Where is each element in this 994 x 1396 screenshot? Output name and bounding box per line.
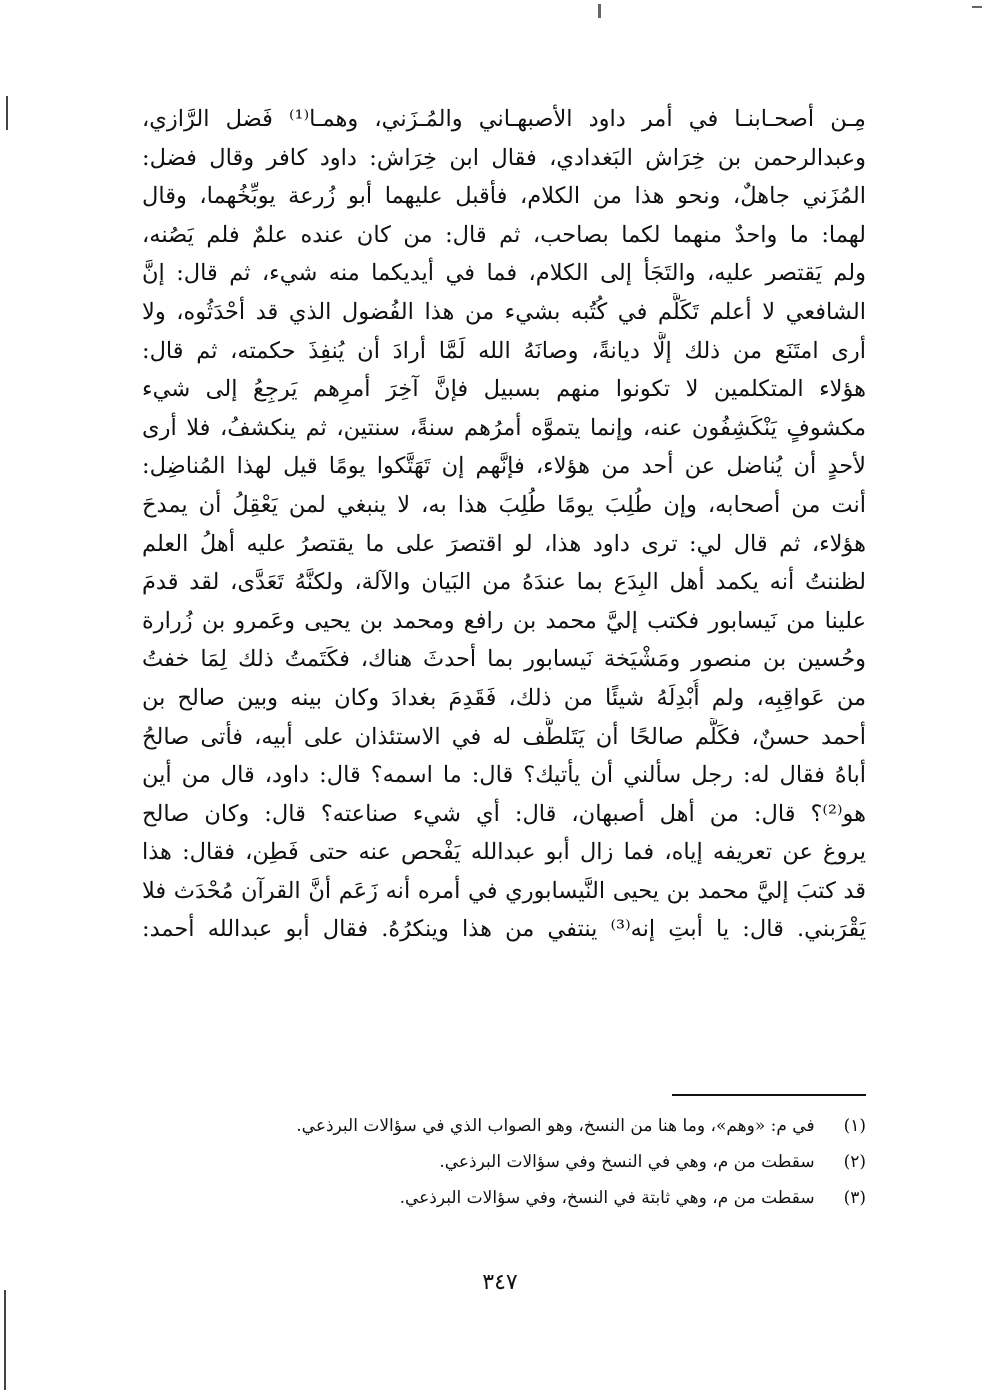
- text-line: هؤلاء المتكلمين لا تكونوا منهم بسبيل فإنَّ آخِرَ أمرِهم يَرجِعُ إلى شيء: [142, 376, 866, 403]
- text-line: هؤلاء، ثم قال لي: ترى داود هذا، لو اقتصرَ على ما يقتصرُ عليه أهلُ العلم: [142, 530, 866, 557]
- text-line: قد كتبَ إليَّ محمد بن يحيى النَّيسابوري في أمره أنه زَعَم أنَّ القرآن مُحْدَث فلا: [142, 877, 866, 904]
- text-line: مكشوفٍ يَنْكَشِفُون عنه، وإنما يتموَّه أمرُهم سنةً، سنتين، ثم ينكشفُ، فلا أرى: [142, 414, 866, 441]
- text-line: لهما: ما واحدٌ منهما لكما بصاحب، ثم قال: من كان عنده علمٌ فلم يَصُنه،: [142, 221, 866, 248]
- footnotes: [200, 1108, 866, 1216]
- text-line: ولم يَقتصر عليه، والتَجَأ إلى الكلام، فما في أيديكما منه شيء، ثم قال: إنَّ: [142, 260, 866, 287]
- text-line: وحُسين بن منصور ومَشْيَخة نَيسابور بما أحدثَ هناك، فكَتَمتُ ذلك لِمَا خفتُ: [142, 646, 866, 673]
- text-line: المُزَني جاهلٌ، ونحو هذا من الكلام، فأقبل عليهما أبو زُرعة يوبِّخُهما، وقال: [142, 183, 866, 210]
- text-line: أنت من أصحابه، وإن طُلِبَ يومًا طُلِبَ هذا به، لا ينبغي لمن يَعْقِلُ أن يمدحَ: [142, 491, 866, 518]
- text-line: أرى امتَنَع من ذلك إلَّا ديانةً، وصانَهُ الله لَمَّا أرادَ أن يُنفِذَ حكمته، ثم قال:: [142, 337, 866, 364]
- footnote-separator: [672, 1094, 866, 1096]
- footnote-number: (٣): [843, 1188, 866, 1208]
- footnote-text: في م: «وهم»، وما هنا من النسخ، وهو الصواب الذي في سؤالات البرذعي.: [296, 1116, 815, 1136]
- scan-edge-mark: [598, 4, 601, 18]
- scan-edge-mark: [4, 1290, 6, 1390]
- footnote: [200, 1144, 866, 1180]
- text-line: الشافعي لا أعلم تَكَلَّم في كُتُبه بشيء من هذا الفُضول الذي قد أحْدَثُوه، ولا: [142, 298, 866, 325]
- text-line: علينا من نَيسابور فكتب إليَّ محمد بن رافع ومحمد بن يحيى وعَمرو بن زُرارة: [142, 607, 866, 634]
- text-line: مِـن أصحـابنـا في أمر داود الأصبهـاني والمُـزَني، وهمـا⁽¹⁾ فَضل الرَّازي،: [142, 106, 866, 132]
- footnote-text: سقطت من م، وهي في النسخ وفي سؤالات البرذعي.: [439, 1152, 815, 1172]
- footnote-number: (١): [843, 1116, 866, 1136]
- footnote: [200, 1108, 866, 1144]
- text-line: أباهُ فقال له: رجل سألني أن يأتيك؟ قال: ما اسمه؟ قال: داود، قال من أين: [142, 762, 866, 789]
- text-line: هو⁽²⁾؟ قال: من أهل أصبهان، قال: أي شيء صناعته؟ قال: وكان صالح: [142, 800, 866, 827]
- footnote-number: (٢): [843, 1152, 866, 1172]
- text-line: أحمد حسنٌ، فكَلَّم صالحًا أن يَتَلطَّف له في الاستئذان على أبيه، فأتى صالحُ: [142, 723, 866, 750]
- main-text: [142, 100, 866, 949]
- text-line: من عَواقِبِه، ولم أُبْدِلَهُ شيئًا من ذلك، فَقَدِمَ بغدادَ وكان بينه وبين صالح بن: [142, 684, 866, 711]
- text-line: وعبدالرحمن بن خِرَاش البَغدادي، فقال ابن خِرَاش: داود كافر وقال فضل:: [142, 144, 866, 171]
- scan-edge-mark: [6, 96, 8, 130]
- scan-edge-mark: [972, 6, 982, 8]
- page-number: ٣٤٧: [482, 1270, 518, 1295]
- footnote-text: سقطت من م، وهي ثابتة في النسخ، وفي سؤالات البرذعي.: [399, 1188, 815, 1208]
- text-line: لأحدٍ أن يُناضل عن أحد من هؤلاء، فإنَّهم إن تَهَتَّكوا يومًا قيل لهذا المُناضِل:: [142, 453, 866, 480]
- text-line: يَقْرَبني. قال: يا أبتِ إنه⁽³⁾ ينتفي من هذا وينكرُهُ. فقال أبو عبدالله أحمد:: [142, 916, 866, 943]
- text-line: يروغ عن تعريفه إياه، فما زال أبو عبدالله يَفْحص عنه حتى فَطِن، فقال: هذا: [142, 839, 866, 866]
- text-line: لظننتُ أنه يكمد أهل البِدَع بما عندَهُ من البَيان والآلة، ولكنَّهُ تَعَدَّى، لقد قدمَ: [142, 569, 866, 596]
- footnote: [200, 1180, 866, 1216]
